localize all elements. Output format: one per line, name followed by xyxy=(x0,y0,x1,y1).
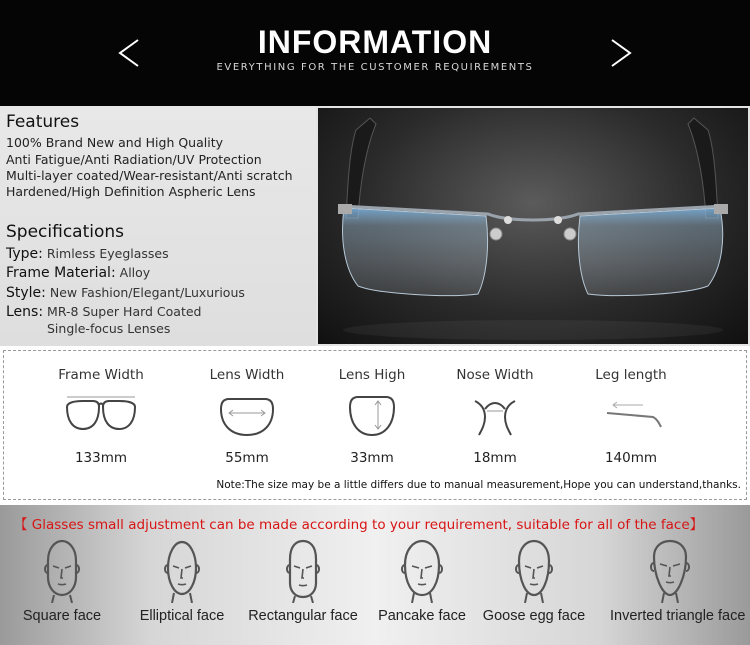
pancake-face-icon xyxy=(400,539,444,603)
face-label: Inverted triangle face xyxy=(610,608,746,624)
face-label: Elliptical face xyxy=(139,608,225,624)
elliptical-face-icon xyxy=(160,539,204,603)
size-value: 133mm xyxy=(74,450,128,466)
size-label: Lens High xyxy=(338,367,406,383)
inverted-triangle-face-icon xyxy=(648,539,692,603)
feature-line: 100% Brand New and High Quality xyxy=(6,135,224,150)
adjustment-notice: 【 Glasses small adjustment can be made according to your requirement, suitable for all of the face】 xyxy=(14,517,704,533)
spec-lens-value: MR-8 Super Hard Coated xyxy=(47,304,202,319)
page-title: INFORMATION xyxy=(257,24,493,60)
spec-type-label: Type: xyxy=(6,246,43,262)
spec-type-value: Rimless Eyeglasses xyxy=(46,246,169,261)
size-value: 140mm xyxy=(604,450,658,466)
feature-line: Hardened/High Definition Aspheric Lens xyxy=(6,184,256,199)
size-value: 55mm xyxy=(225,450,269,466)
leg-length-icon xyxy=(591,391,671,439)
rimless-glasses-image xyxy=(318,108,748,344)
spec-frame-value: Alloy xyxy=(119,265,151,280)
goose-egg-face-icon xyxy=(512,539,556,603)
size-label: Nose Width xyxy=(456,367,534,383)
header-banner xyxy=(0,0,750,106)
face-label: Square face xyxy=(22,608,102,624)
spec-style-value: New Fashion/Elegant/Luxurious xyxy=(49,285,245,300)
feature-line: Multi-layer coated/Wear-resistant/Anti scratch xyxy=(6,168,293,183)
page-subtitle: EVERYTHING FOR THE CUSTOMER REQUIREMENTS xyxy=(216,62,534,73)
feature-line: Anti Fatigue/Anti Radiation/UV Protection xyxy=(6,152,262,167)
spec-lens-label: Lens: xyxy=(6,304,44,320)
face-label: Pancake face xyxy=(378,608,466,624)
spec-lens xyxy=(6,304,202,320)
face-label: Rectangular face xyxy=(248,608,358,624)
size-value: 18mm xyxy=(473,450,517,466)
lens-width-icon xyxy=(207,391,287,439)
spec-frame xyxy=(6,265,150,281)
spec-type xyxy=(6,246,169,262)
spec-style-label: Style: xyxy=(6,285,46,301)
info-section xyxy=(0,106,750,346)
product-photo xyxy=(318,108,748,344)
measurement-note: Note:The size may be a little differs due to manual measurement,Hope you can understand,thanks. xyxy=(216,479,741,491)
square-face-icon xyxy=(40,539,84,603)
spec-lens-value-2: Single-focus Lenses xyxy=(47,321,171,336)
features-heading: Features xyxy=(6,112,80,132)
face-label: Goose egg face xyxy=(482,608,586,624)
face-section xyxy=(0,505,750,645)
size-value: 33mm xyxy=(350,450,394,466)
chevron-right-icon[interactable] xyxy=(604,36,638,70)
rectangular-face-icon xyxy=(281,539,325,603)
info-text-panel xyxy=(0,106,316,346)
frame-width-icon xyxy=(61,391,141,439)
size-label: Leg length xyxy=(595,367,667,383)
lens-high-icon xyxy=(332,391,412,439)
nose-width-icon xyxy=(455,391,535,439)
specifications-heading: Specifications xyxy=(6,222,125,242)
size-section xyxy=(3,350,747,500)
spec-style xyxy=(6,285,245,301)
size-label: Frame Width xyxy=(58,367,144,383)
spec-frame-label: Frame Material: xyxy=(6,265,116,281)
size-label: Lens Width xyxy=(209,367,285,383)
